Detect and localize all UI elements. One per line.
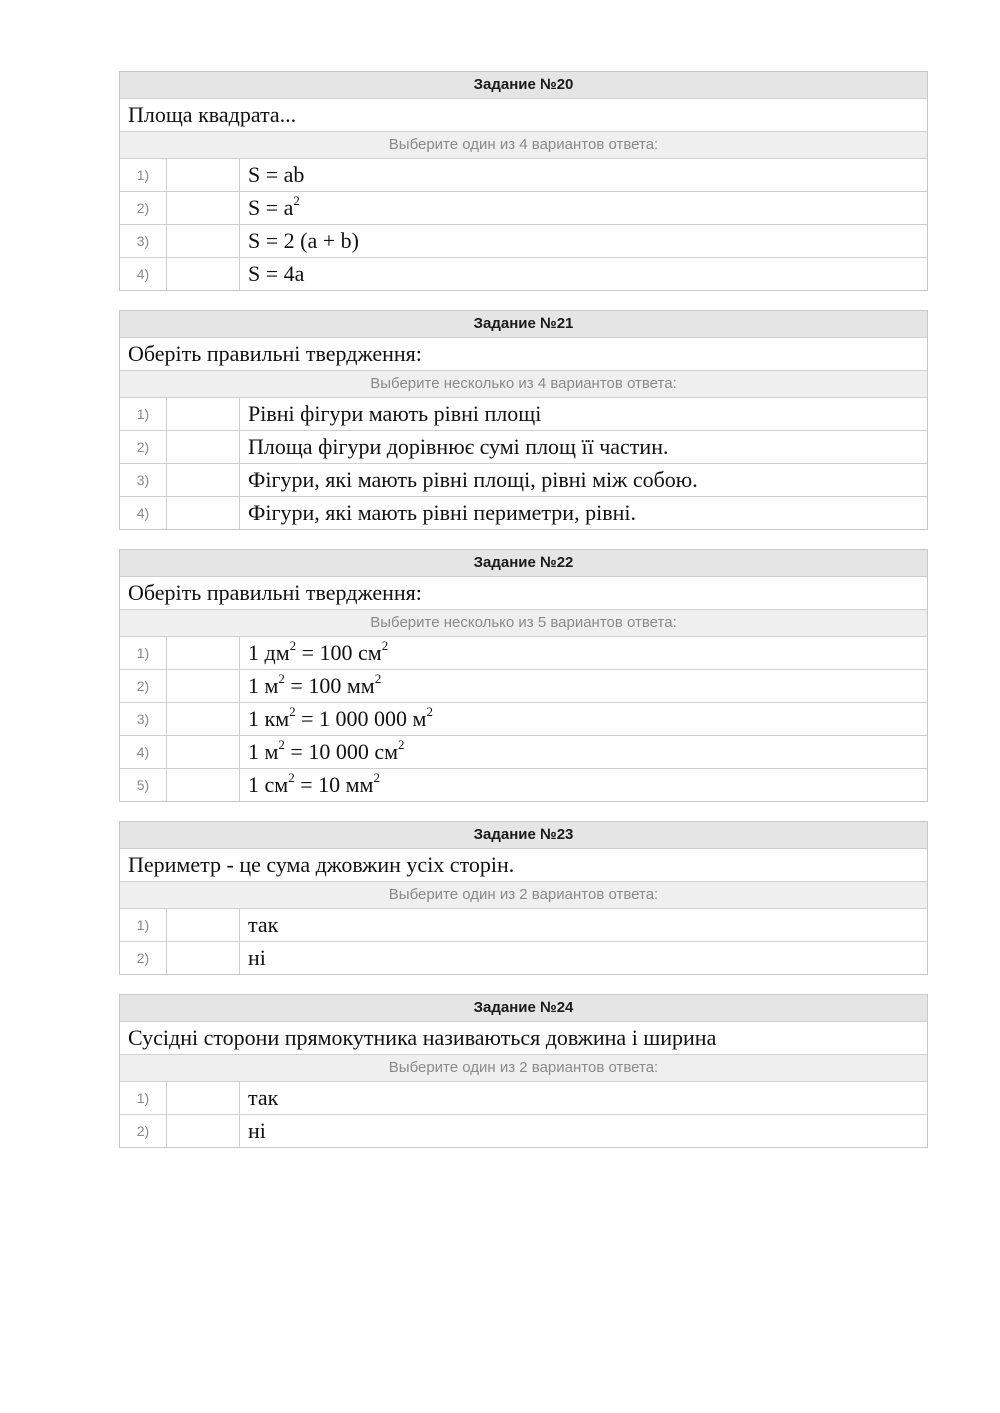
answer-option-row bbox=[120, 702, 927, 735]
option-text-part: Площа фігури дорівнює сумі площ її частин. bbox=[248, 434, 669, 459]
answer-mark-cell[interactable] bbox=[167, 703, 240, 735]
superscript: 2 bbox=[289, 703, 296, 719]
option-text-part: S = ab bbox=[248, 162, 305, 187]
answer-option-row bbox=[120, 463, 927, 496]
option-number: 4) bbox=[120, 258, 167, 290]
option-text bbox=[240, 192, 927, 224]
answer-option-row bbox=[120, 941, 927, 974]
answer-mark-cell[interactable] bbox=[167, 942, 240, 974]
task-block bbox=[119, 310, 928, 530]
answer-option-row bbox=[120, 191, 927, 224]
superscript: 2 bbox=[398, 736, 405, 752]
option-text bbox=[240, 497, 927, 529]
option-number: 2) bbox=[120, 192, 167, 224]
superscript: 2 bbox=[289, 637, 297, 653]
answer-mark-cell[interactable] bbox=[167, 159, 240, 191]
task-header: Задание №23 bbox=[120, 822, 927, 848]
answer-mark-cell[interactable] bbox=[167, 909, 240, 941]
answer-instruction: Выберите несколько из 5 вариантов ответа: bbox=[120, 609, 927, 636]
answer-mark-cell[interactable] bbox=[167, 736, 240, 768]
task-block bbox=[119, 71, 928, 291]
option-text-part: 1 см bbox=[248, 772, 289, 797]
option-text-part: так bbox=[248, 1085, 279, 1110]
answer-mark-cell[interactable] bbox=[167, 192, 240, 224]
option-text-part: 1 м bbox=[248, 673, 279, 698]
answer-option-row bbox=[120, 636, 927, 669]
option-text-part: Рівні фігури мають рівні площі bbox=[248, 401, 542, 426]
answer-option-row bbox=[120, 257, 927, 290]
option-number: 3) bbox=[120, 225, 167, 257]
answer-mark-cell[interactable] bbox=[167, 225, 240, 257]
option-text bbox=[240, 769, 927, 801]
answer-option-row bbox=[120, 1114, 927, 1147]
answer-mark-cell[interactable] bbox=[167, 398, 240, 430]
option-text bbox=[240, 1082, 927, 1114]
option-number: 4) bbox=[120, 736, 167, 768]
answer-mark-cell[interactable] bbox=[167, 464, 240, 496]
task-list bbox=[119, 71, 928, 1167]
task-question: Оберіть правильні твердження: bbox=[120, 576, 927, 609]
answer-option-row bbox=[120, 224, 927, 257]
task-block bbox=[119, 994, 928, 1148]
option-text-part: ні bbox=[248, 945, 266, 970]
option-text bbox=[240, 670, 927, 702]
option-number: 2) bbox=[120, 670, 167, 702]
option-text-part: 1 км bbox=[248, 706, 290, 731]
option-number: 5) bbox=[120, 769, 167, 801]
superscript: 2 bbox=[381, 637, 389, 653]
task-block bbox=[119, 821, 928, 975]
option-text bbox=[240, 703, 927, 735]
answer-option-row bbox=[120, 735, 927, 768]
option-text-part: 1 дм bbox=[248, 640, 290, 665]
task-header: Задание №21 bbox=[120, 311, 927, 337]
answer-mark-cell[interactable] bbox=[167, 670, 240, 702]
answer-mark-cell[interactable] bbox=[167, 497, 240, 529]
answer-instruction: Выберите несколько из 4 вариантов ответа: bbox=[120, 370, 927, 397]
option-text bbox=[240, 431, 927, 463]
option-text-part: = 100 см bbox=[296, 640, 382, 665]
option-text-part: S = 4a bbox=[248, 261, 305, 286]
answer-option-row bbox=[120, 397, 927, 430]
task-block bbox=[119, 549, 928, 802]
answer-instruction: Выберите один из 4 вариантов ответа: bbox=[120, 131, 927, 158]
option-number: 2) bbox=[120, 431, 167, 463]
option-text-part: S = a bbox=[248, 195, 294, 220]
option-text bbox=[240, 258, 927, 290]
superscript: 2 bbox=[426, 703, 433, 719]
superscript: 2 bbox=[288, 769, 295, 785]
answer-instruction: Выберите один из 2 вариантов ответа: bbox=[120, 881, 927, 908]
superscript: 2 bbox=[293, 192, 300, 208]
answer-option-row bbox=[120, 1081, 927, 1114]
option-number: 2) bbox=[120, 942, 167, 974]
task-header: Задание №24 bbox=[120, 995, 927, 1021]
task-question: Сусідні сторони прямокутника називаються довжина і ширина bbox=[120, 1021, 927, 1054]
option-text bbox=[240, 159, 927, 191]
answer-option-row bbox=[120, 430, 927, 463]
answer-mark-cell[interactable] bbox=[167, 431, 240, 463]
option-text bbox=[240, 464, 927, 496]
option-text-part: = 10 мм bbox=[294, 772, 374, 797]
option-text-part: Фігури, які мають рівні площі, рівні між собою. bbox=[248, 467, 698, 492]
answer-instruction: Выберите один из 2 вариантов ответа: bbox=[120, 1054, 927, 1081]
option-text bbox=[240, 1115, 927, 1147]
option-text-part: = 1 000 000 м bbox=[295, 706, 427, 731]
answer-mark-cell[interactable] bbox=[167, 1115, 240, 1147]
option-text bbox=[240, 909, 927, 941]
answer-mark-cell[interactable] bbox=[167, 637, 240, 669]
option-number: 2) bbox=[120, 1115, 167, 1147]
answer-option-row bbox=[120, 768, 927, 801]
option-text-part: 1 м bbox=[248, 739, 279, 764]
superscript: 2 bbox=[374, 670, 382, 686]
option-number: 3) bbox=[120, 703, 167, 735]
option-number: 3) bbox=[120, 464, 167, 496]
answer-option-row bbox=[120, 908, 927, 941]
option-text-part: Фігури, які мають рівні периметри, рівні. bbox=[248, 500, 636, 525]
option-text bbox=[240, 398, 927, 430]
superscript: 2 bbox=[278, 736, 285, 752]
option-text bbox=[240, 637, 927, 669]
option-number: 1) bbox=[120, 637, 167, 669]
option-text-part: так bbox=[248, 912, 279, 937]
answer-option-row bbox=[120, 496, 927, 529]
superscript: 2 bbox=[373, 769, 380, 785]
option-number: 1) bbox=[120, 159, 167, 191]
task-question: Периметр - це сума джовжин усіх сторін. bbox=[120, 848, 927, 881]
option-text-part: S = 2 (a + b) bbox=[248, 228, 359, 253]
option-number: 1) bbox=[120, 1082, 167, 1114]
answer-mark-cell[interactable] bbox=[167, 258, 240, 290]
option-text bbox=[240, 225, 927, 257]
option-text bbox=[240, 942, 927, 974]
option-text bbox=[240, 736, 927, 768]
superscript: 2 bbox=[278, 670, 285, 686]
answer-option-row bbox=[120, 158, 927, 191]
task-question: Оберіть правильні твердження: bbox=[120, 337, 927, 370]
option-text-part: ні bbox=[248, 1118, 266, 1143]
option-number: 1) bbox=[120, 909, 167, 941]
task-header: Задание №22 bbox=[120, 550, 927, 576]
option-number: 4) bbox=[120, 497, 167, 529]
answer-mark-cell[interactable] bbox=[167, 769, 240, 801]
option-text-part: = 10 000 см bbox=[284, 739, 399, 764]
task-question: Площа квадрата... bbox=[120, 98, 927, 131]
option-number: 1) bbox=[120, 398, 167, 430]
answer-option-row bbox=[120, 669, 927, 702]
task-header: Задание №20 bbox=[120, 72, 927, 98]
answer-mark-cell[interactable] bbox=[167, 1082, 240, 1114]
option-text-part: = 100 мм bbox=[284, 673, 375, 698]
